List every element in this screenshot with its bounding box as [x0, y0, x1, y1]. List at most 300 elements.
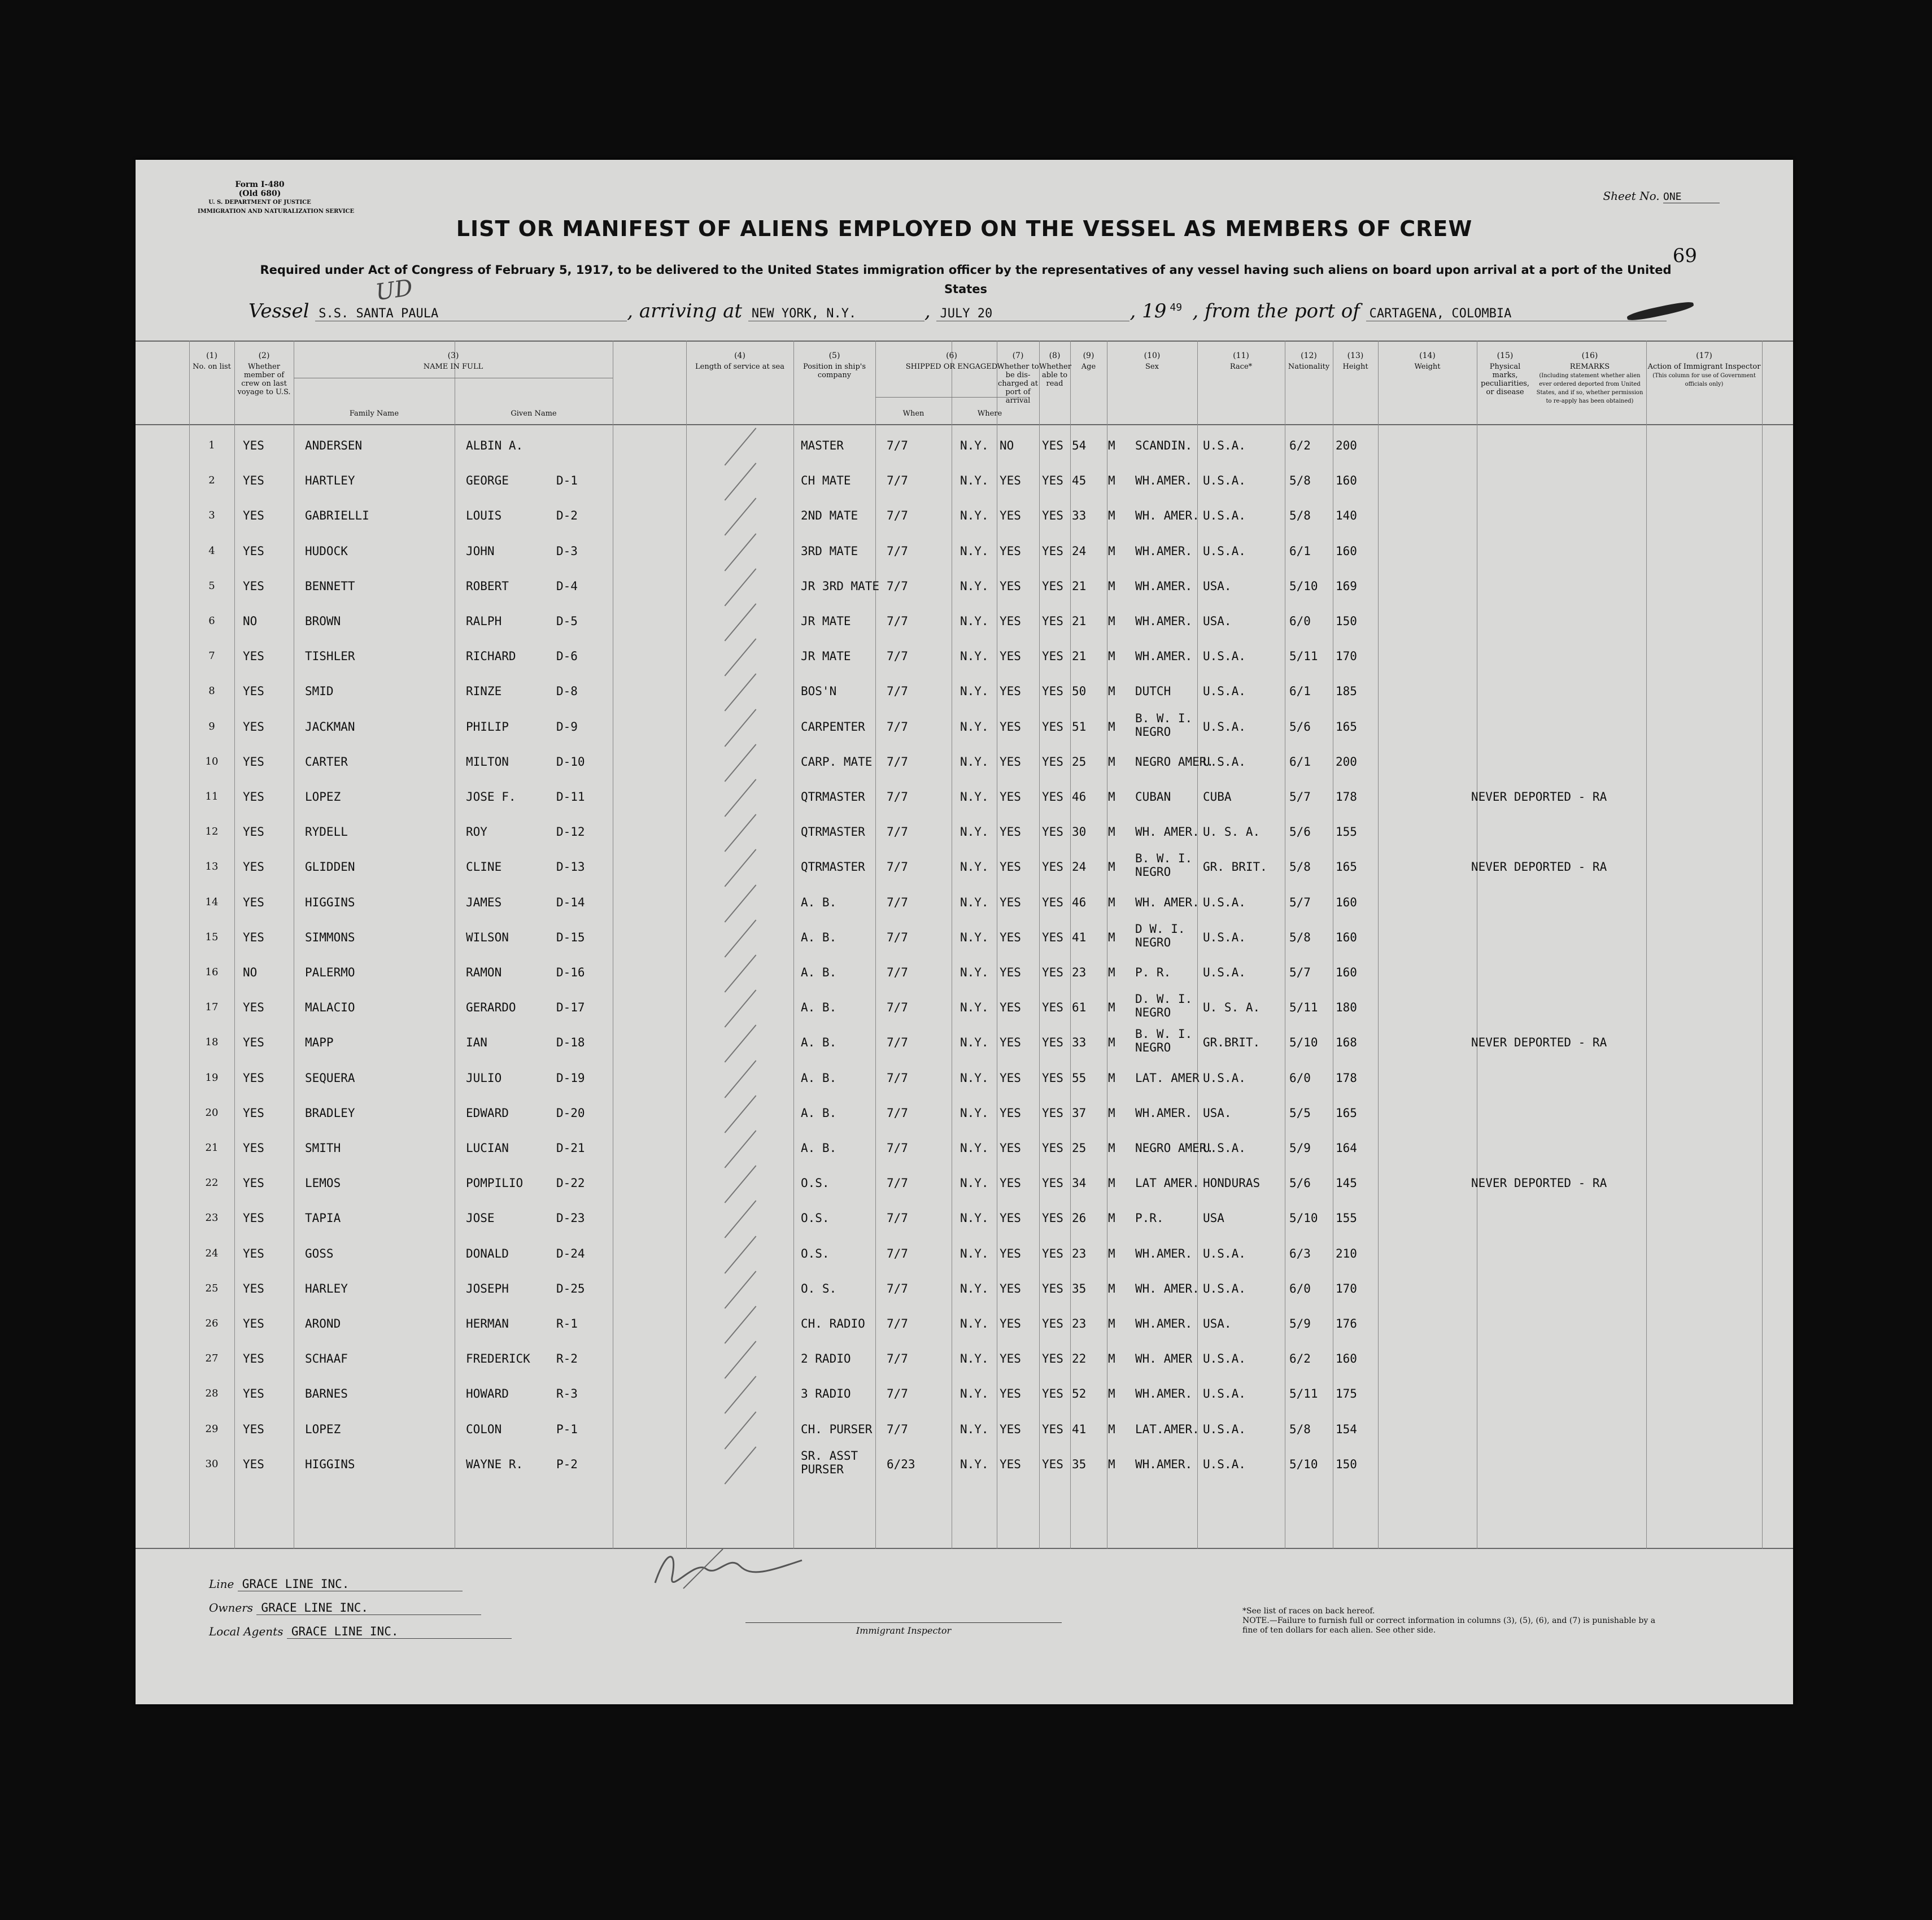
cell-nationality: U.S.A. — [1203, 1281, 1246, 1295]
header-when: When — [902, 409, 924, 418]
departure-port: CARTAGENA, COLOMBIA — [1366, 307, 1667, 321]
table-row — [136, 1061, 1793, 1096]
cell-read: YES — [1042, 544, 1063, 558]
cell-given: JOSE — [466, 1211, 495, 1225]
cell-sex: M — [1108, 1071, 1115, 1085]
cell-race-upper: D W. I. — [1135, 922, 1185, 936]
cell-nationality: USA. — [1203, 614, 1232, 628]
cell-given: JOHN — [466, 544, 495, 558]
cell-height: 6/1 — [1289, 684, 1311, 699]
table-row — [136, 1412, 1793, 1447]
cell-nationality: GR.BRIT. — [1203, 1036, 1261, 1050]
cell-code: D-1 — [556, 474, 578, 488]
cell-age: 37 — [1072, 1106, 1087, 1120]
header-height: (13) Height — [1342, 351, 1368, 371]
cell-family: LOPEZ — [305, 1422, 341, 1436]
form-identifier — [198, 180, 355, 216]
cell-where: N.Y. — [960, 1317, 989, 1330]
cell-position: JR 3RD MATE — [801, 579, 880, 593]
cell-weight: 185 — [1336, 684, 1357, 699]
cell-when: 7/7 — [887, 509, 908, 523]
cell-no: 10 — [205, 755, 219, 767]
handwritten-mark: UD — [374, 274, 415, 306]
cell-age: 22 — [1072, 1352, 1087, 1366]
cell-where: N.Y. — [960, 474, 989, 488]
cell-prev: YES — [243, 1211, 264, 1225]
cell-when: 7/7 — [887, 684, 908, 699]
cell-when: 7/7 — [887, 1176, 908, 1190]
cell-nationality: U.S.A. — [1203, 684, 1246, 699]
cell-weight: 178 — [1336, 790, 1357, 804]
cell-no: 7 — [208, 650, 215, 662]
cell-discharge: YES — [1000, 1141, 1021, 1155]
cell-discharge: YES — [1000, 1071, 1021, 1085]
cell-nationality: U.S.A. — [1203, 1422, 1246, 1436]
table-row — [136, 990, 1793, 1025]
header-no: (1) No. on list — [193, 351, 231, 371]
cell-sex: M — [1108, 439, 1115, 452]
cell-family: JACKMAN — [305, 719, 355, 734]
cell-family: BENNETT — [305, 579, 355, 593]
cell-discharge: YES — [1000, 825, 1021, 839]
cell-no: 18 — [205, 1036, 219, 1049]
cell-when: 7/7 — [887, 1141, 908, 1155]
cell-sex: M — [1108, 1036, 1115, 1050]
cell-remarks: NEVER DEPORTED - RA — [1471, 790, 1607, 804]
cell-when: 7/7 — [887, 1317, 908, 1330]
cell-race: WH.AMER. — [1135, 1317, 1193, 1330]
cell-race: WH.AMER. — [1135, 649, 1193, 664]
cell-no: 3 — [208, 509, 215, 522]
cell-age: 35 — [1072, 1281, 1087, 1295]
cell-discharge: NO — [1000, 439, 1014, 452]
cell-discharge: YES — [1000, 719, 1021, 734]
cell-height: 5/11 — [1289, 1387, 1318, 1401]
cell-weight: 150 — [1336, 614, 1357, 628]
cell-height: 5/8 — [1289, 1422, 1311, 1436]
cell-when: 7/7 — [887, 860, 908, 874]
voyage-line: Vessel S.S. SANTA PAULA , arriving at NEW YORK, N.Y. , JULY 20 , 19 49 , from the port of CARTAGENA, COLOMBIA — [248, 300, 1706, 322]
cell-code: D-21 — [556, 1141, 585, 1155]
manifest-sheet — [136, 160, 1793, 1704]
cell-prev: YES — [243, 579, 264, 593]
cell-discharge: YES — [1000, 754, 1021, 769]
table-row — [136, 1376, 1793, 1411]
cell-race-lower: NEGRO — [1135, 1006, 1171, 1020]
cell-race-lower: NEGRO — [1135, 1041, 1171, 1055]
cell-age: 34 — [1072, 1176, 1087, 1190]
cell-when: 7/7 — [887, 1071, 908, 1085]
cell-when: 6/23 — [887, 1457, 915, 1471]
cell-age: 23 — [1072, 966, 1087, 979]
cell-height: 5/6 — [1289, 1176, 1311, 1190]
cell-race: LAT.AMER. — [1135, 1422, 1200, 1436]
cell-race: LAT AMER. — [1135, 1176, 1200, 1190]
cell-given: LOUIS — [466, 509, 502, 523]
cell-position: CH. RADIO — [801, 1317, 865, 1330]
cell-prev: YES — [243, 1001, 264, 1015]
cell-age: 33 — [1072, 509, 1087, 523]
cell-weight: 165 — [1336, 719, 1357, 734]
cell-weight: 168 — [1336, 1036, 1357, 1050]
cell-height: 5/5 — [1289, 1106, 1311, 1120]
service-tick-mark — [725, 603, 757, 641]
cell-sex: M — [1108, 930, 1115, 944]
cell-code: D-18 — [556, 1036, 585, 1050]
fine-note: NOTE.—Failure to furnish full or correct information in columns (3), (5), (6), and (7) is punishable by a fine of ten dollars for each alien. See other side. — [1242, 1616, 1656, 1635]
cell-when: 7/7 — [887, 930, 908, 944]
cell-race: WH.AMER. — [1135, 1457, 1193, 1471]
cell-read: YES — [1042, 649, 1063, 664]
cell-nationality: U.S.A. — [1203, 1071, 1246, 1085]
cell-read: YES — [1042, 1422, 1063, 1436]
cell-discharge: YES — [1000, 1422, 1021, 1436]
cell-when: 7/7 — [887, 1246, 908, 1260]
table-row — [136, 709, 1793, 744]
cell-where: N.Y. — [960, 1352, 989, 1366]
header-shipped: (6) SHIPPED OR ENGAGED — [905, 351, 998, 371]
cell-height: 5/10 — [1289, 1036, 1318, 1050]
cell-no: 4 — [208, 544, 215, 557]
cell-discharge: YES — [1000, 1106, 1021, 1120]
cell-where: N.Y. — [960, 614, 989, 628]
cell-weight: 160 — [1336, 1352, 1357, 1366]
cell-where: N.Y. — [960, 719, 989, 734]
cell-height: 5/8 — [1289, 509, 1311, 523]
cell-age: 23 — [1072, 1246, 1087, 1260]
cell-age: 46 — [1072, 790, 1087, 804]
cell-where: N.Y. — [960, 1071, 989, 1085]
cell-sex: M — [1108, 1387, 1115, 1401]
cell-position: O.S. — [801, 1176, 830, 1190]
cell-weight: 160 — [1336, 544, 1357, 558]
cell-given: DONALD — [466, 1246, 509, 1260]
cell-where: N.Y. — [960, 860, 989, 874]
cell-weight: 160 — [1336, 930, 1357, 944]
cell-no: 20 — [205, 1106, 219, 1119]
cell-no: 1 — [208, 439, 215, 451]
cell-when: 7/7 — [887, 544, 908, 558]
cell-discharge: YES — [1000, 544, 1021, 558]
cell-where: N.Y. — [960, 930, 989, 944]
cell-race: CUBAN — [1135, 790, 1171, 804]
cell-height: 6/2 — [1289, 1352, 1311, 1366]
cell-position: A. B. — [801, 895, 837, 909]
cell-where: N.Y. — [960, 1036, 989, 1050]
cell-race-lower: NEGRO — [1135, 725, 1171, 739]
cell-when: 7/7 — [887, 439, 908, 452]
cell-position: O. S. — [801, 1281, 837, 1295]
cell-discharge: YES — [1000, 1036, 1021, 1050]
header-where: Where — [977, 409, 1002, 418]
cell-nationality: GR. BRIT. — [1203, 860, 1267, 874]
cell-no: 29 — [205, 1422, 219, 1435]
cell-given: PHILIP — [466, 719, 509, 734]
cell-weight: 160 — [1336, 474, 1357, 488]
cell-given: MILTON — [466, 754, 509, 769]
cell-nationality: USA. — [1203, 1317, 1232, 1330]
cell-when: 7/7 — [887, 1106, 908, 1120]
cell-position: O.S. — [801, 1246, 830, 1260]
cell-position: 2 RADIO — [801, 1352, 851, 1366]
cell-no: 30 — [205, 1458, 219, 1470]
cell-race-upper: B. W. I. — [1135, 1027, 1193, 1041]
cell-where: N.Y. — [960, 895, 989, 909]
cell-given: JOSEPH — [466, 1281, 509, 1295]
cell-given: POMPILIO — [466, 1176, 524, 1190]
cell-code: D-25 — [556, 1281, 585, 1295]
cell-family: TISHLER — [305, 649, 355, 664]
cell-given: RAMON — [466, 966, 502, 979]
cell-code: D-20 — [556, 1106, 585, 1120]
cell-nationality: U.S.A. — [1203, 754, 1246, 769]
cell-where: N.Y. — [960, 1211, 989, 1225]
cell-no: 9 — [208, 720, 215, 732]
cell-nationality: U.S.A. — [1203, 439, 1246, 452]
cell-age: 55 — [1072, 1071, 1087, 1085]
cell-discharge: YES — [1000, 1281, 1021, 1295]
cell-when: 7/7 — [887, 1281, 908, 1295]
cell-where: N.Y. — [960, 1246, 989, 1260]
cell-code: D-22 — [556, 1176, 585, 1190]
service-tick-mark — [725, 674, 757, 712]
cell-no: 27 — [205, 1352, 219, 1365]
cell-prev: YES — [243, 1176, 264, 1190]
cell-discharge: YES — [1000, 860, 1021, 874]
cell-weight: 164 — [1336, 1141, 1357, 1155]
footer-line: Line GRACE LINE INC. — [209, 1577, 463, 1591]
service-tick-mark — [725, 498, 757, 536]
cell-remarks: NEVER DEPORTED - RA — [1471, 860, 1607, 874]
cell-read: YES — [1042, 860, 1063, 874]
cell-weight: 160 — [1336, 966, 1357, 979]
cell-prev: YES — [243, 1387, 264, 1401]
cell-nationality: HONDURAS — [1203, 1176, 1261, 1190]
header-sex: (10) Sex — [1144, 351, 1161, 371]
cell-family: HUDOCK — [305, 544, 348, 558]
cell-nationality: U.S.A. — [1203, 1352, 1246, 1366]
cell-nationality: U.S.A. — [1203, 930, 1246, 944]
cell-weight: 178 — [1336, 1071, 1357, 1085]
cell-nationality: U.S.A. — [1203, 966, 1246, 979]
header-remarks: (16) REMARKS (Including statement whether alien ever ordered deported from United States, and if so, whether permission to re-apply has been obtained) — [1536, 351, 1643, 404]
cell-read: YES — [1042, 1317, 1063, 1330]
cell-nationality: U.S.A. — [1203, 544, 1246, 558]
service-tick-mark — [725, 1376, 757, 1414]
page-number: 69 — [1672, 245, 1697, 267]
cell-discharge: YES — [1000, 1246, 1021, 1260]
cell-where: N.Y. — [960, 1281, 989, 1295]
cell-code: D-10 — [556, 754, 585, 769]
inspector-signature — [644, 1538, 813, 1600]
cell-weight: 170 — [1336, 1281, 1357, 1295]
cell-where: N.Y. — [960, 1001, 989, 1015]
header-family-name: Family Name — [349, 409, 399, 418]
cell-code: R-2 — [556, 1352, 578, 1366]
cell-prev: YES — [243, 649, 264, 664]
cell-when: 7/7 — [887, 1211, 908, 1225]
cell-prev: YES — [243, 544, 264, 558]
cell-no: 12 — [205, 826, 219, 838]
cell-sex: M — [1108, 1422, 1115, 1436]
service-tick-mark — [725, 1060, 757, 1098]
cell-weight: 155 — [1336, 825, 1357, 839]
table-row — [136, 920, 1793, 955]
cell-prev: YES — [243, 1352, 264, 1366]
cell-weight: 200 — [1336, 754, 1357, 769]
cell-position: A. B. — [801, 1106, 837, 1120]
footer-owners: Owners GRACE LINE INC. — [209, 1601, 481, 1615]
cell-prev: YES — [243, 860, 264, 874]
cell-position: 2ND MATE — [801, 509, 858, 523]
cell-age: 21 — [1072, 579, 1087, 593]
cell-read: YES — [1042, 1211, 1063, 1225]
cell-discharge: YES — [1000, 1387, 1021, 1401]
cell-age: 41 — [1072, 1422, 1087, 1436]
year-prefix: , 19 — [1129, 300, 1167, 322]
cell-where: N.Y. — [960, 544, 989, 558]
cell-no: 13 — [205, 861, 219, 873]
cell-race: LAT. AMER — [1135, 1071, 1200, 1085]
cell-height: 5/11 — [1289, 1001, 1318, 1015]
cell-prev: YES — [243, 930, 264, 944]
cell-family: CARTER — [305, 754, 348, 769]
table-row — [136, 1341, 1793, 1376]
cell-where: N.Y. — [960, 754, 989, 769]
cell-nationality: U. S. A. — [1203, 1001, 1261, 1015]
table-row — [136, 604, 1793, 639]
table-row — [136, 1201, 1793, 1236]
cell-age: 41 — [1072, 930, 1087, 944]
cell-family: PALERMO — [305, 966, 355, 979]
cell-age: 33 — [1072, 1036, 1087, 1050]
cell-code: D-4 — [556, 579, 578, 593]
cell-prev: YES — [243, 1036, 264, 1050]
cell-where: N.Y. — [960, 684, 989, 699]
table-row — [136, 1166, 1793, 1201]
cell-height: 6/0 — [1289, 1281, 1311, 1295]
cell-given: ALBIN A. — [466, 439, 524, 452]
cell-nationality: U.S.A. — [1203, 1246, 1246, 1260]
cell-sex: M — [1108, 1352, 1115, 1366]
cell-no: 21 — [205, 1142, 219, 1154]
cell-when: 7/7 — [887, 1422, 908, 1436]
service-tick-mark — [725, 1341, 757, 1379]
table-row — [136, 744, 1793, 779]
cell-height: 6/2 — [1289, 439, 1311, 452]
cell-height: 6/0 — [1289, 1071, 1311, 1085]
cell-age: 24 — [1072, 860, 1087, 874]
cell-age: 35 — [1072, 1457, 1087, 1471]
cell-code: D-9 — [556, 719, 578, 734]
cell-read: YES — [1042, 930, 1063, 944]
cell-prev: YES — [243, 1281, 264, 1295]
cell-no: 16 — [205, 966, 219, 978]
cell-age: 21 — [1072, 614, 1087, 628]
cell-prev: YES — [243, 439, 264, 452]
cell-nationality: USA — [1203, 1211, 1224, 1225]
cell-height: 5/7 — [1289, 895, 1311, 909]
cell-given: WILSON — [466, 930, 509, 944]
cell-family: HIGGINS — [305, 895, 355, 909]
table-row — [136, 779, 1793, 814]
cell-weight: 210 — [1336, 1246, 1357, 1260]
cell-read: YES — [1042, 754, 1063, 769]
cell-given: RALPH — [466, 614, 502, 628]
service-tick-mark — [725, 1446, 757, 1484]
cell-when: 7/7 — [887, 1036, 908, 1050]
cell-prev: YES — [243, 1422, 264, 1436]
cell-when: 7/7 — [887, 790, 908, 804]
cell-when: 7/7 — [887, 474, 908, 488]
header-race: (11) Race* — [1229, 351, 1253, 371]
cell-read: YES — [1042, 1106, 1063, 1120]
header-given-name: Given Name — [511, 409, 557, 418]
cell-nationality: USA. — [1203, 579, 1232, 593]
cell-prev: YES — [243, 754, 264, 769]
cell-remarks: NEVER DEPORTED - RA — [1471, 1176, 1607, 1190]
table-row — [136, 1131, 1793, 1166]
cell-code: D-24 — [556, 1246, 585, 1260]
cell-family: AROND — [305, 1317, 341, 1330]
table-row — [136, 463, 1793, 498]
cell-no: 23 — [205, 1212, 219, 1224]
service-tick-mark — [725, 1095, 757, 1133]
cell-family: BARNES — [305, 1387, 348, 1401]
cell-no: 8 — [208, 685, 215, 697]
cell-where: N.Y. — [960, 1141, 989, 1155]
cell-when: 7/7 — [887, 649, 908, 664]
cell-race: WH.AMER. — [1135, 474, 1193, 488]
cell-position: A. B. — [801, 1141, 837, 1155]
table-row — [136, 849, 1793, 884]
cell-discharge: YES — [1000, 1176, 1021, 1190]
cell-where: N.Y. — [960, 649, 989, 664]
cell-weight: 150 — [1336, 1457, 1357, 1471]
cell-family: SIMMONS — [305, 930, 355, 944]
cell-family: RYDELL — [305, 825, 348, 839]
cell-prev: NO — [243, 614, 258, 628]
cell-no: 19 — [205, 1071, 219, 1084]
cell-race: SCANDIN. — [1135, 439, 1193, 452]
cell-race: WH.AMER. — [1135, 1106, 1193, 1120]
cell-no: 5 — [208, 579, 215, 592]
cell-weight: 140 — [1336, 509, 1357, 523]
cell-nationality: U.S.A. — [1203, 1387, 1246, 1401]
cell-prev: YES — [243, 1141, 264, 1155]
cell-race: WH. AMER. — [1135, 1281, 1200, 1295]
header-position: (5) Position in ship's company — [803, 351, 866, 379]
cell-weight: 176 — [1336, 1317, 1357, 1330]
cell-position: CH. PURSER — [801, 1422, 873, 1436]
cell-family: HIGGINS — [305, 1457, 355, 1471]
cell-discharge: YES — [1000, 684, 1021, 699]
service-tick-mark — [725, 427, 757, 465]
cell-when: 7/7 — [887, 1001, 908, 1015]
cell-sex: M — [1108, 790, 1115, 804]
header-discharged: (7) Whether to be dis- charged at port of arrival — [997, 351, 1039, 405]
cell-sex: M — [1108, 1141, 1115, 1155]
arriving-label: , arriving at — [627, 300, 743, 322]
cell-code: D-5 — [556, 614, 578, 628]
cell-given: WAYNE R. — [466, 1457, 524, 1471]
cell-family: SMITH — [305, 1141, 341, 1155]
cell-age: 45 — [1072, 474, 1087, 488]
cell-position: CARP. MATE — [801, 754, 873, 769]
cell-age: 50 — [1072, 684, 1087, 699]
cell-read: YES — [1042, 579, 1063, 593]
cell-where: N.Y. — [960, 966, 989, 979]
